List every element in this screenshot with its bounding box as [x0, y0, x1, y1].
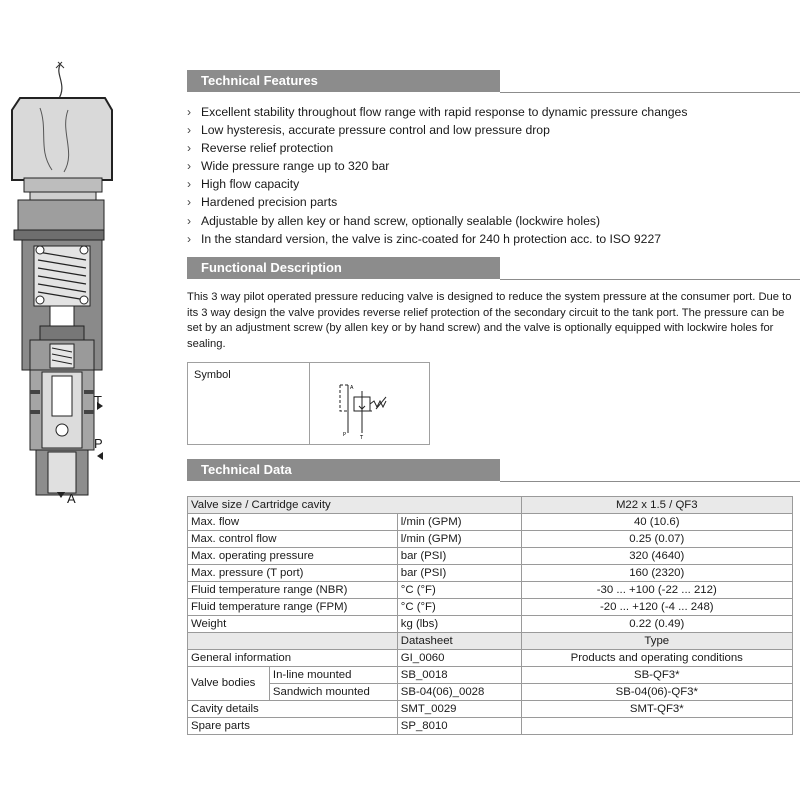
technical-features-header: Technical Features	[187, 70, 500, 92]
list-item: › High flow capacity	[187, 175, 792, 193]
table-cell: M22 x 1.5 / QF3	[521, 497, 792, 514]
table-cell: 160 (2320)	[521, 565, 792, 582]
table-cell: 0.22 (0.49)	[521, 616, 792, 633]
section-divider	[500, 279, 800, 280]
table-cell: Valve size / Cartridge cavity	[188, 497, 522, 514]
table-cell: Cavity details	[188, 701, 398, 718]
symbol-port-a-label: A	[350, 385, 354, 391]
table-cell: bar (PSI)	[397, 548, 521, 565]
table-cell: bar (PSI)	[397, 565, 521, 582]
table-cell: Valve bodies	[188, 667, 270, 701]
table-cell: Spare parts	[188, 718, 398, 735]
table-cell	[521, 718, 792, 735]
drawing-port-p-label: P	[94, 436, 103, 451]
table-cell: kg (lbs)	[397, 616, 521, 633]
drawing-port-t-label: T	[94, 393, 102, 408]
table-cell: In-line mounted	[269, 667, 397, 684]
bullet-chevron-icon: ›	[187, 195, 192, 210]
functional-description-text: This 3 way pilot operated pressure reducing valve is designed to reduce the system pressure at the consumer port. Due to its 3 way design the valve provides reverse relief protection of the secondary circuit to the tank port. The pressure can be set by an adjustment screw (by allen key or by hand screw) and the valve is optionally equipped with lockwire holes for sealing.	[187, 291, 792, 350]
table-cell: SB_0018	[397, 667, 521, 684]
symbol-box	[187, 362, 430, 445]
table-cell: Sandwich mounted	[269, 684, 397, 701]
list-item: › Reverse relief protection	[187, 139, 792, 157]
list-item: › Low hysteresis, accurate pressure control and low pressure drop	[187, 121, 792, 139]
table-cell: °C (°F)	[397, 582, 521, 599]
section-divider	[500, 481, 800, 482]
bullet-chevron-icon: ›	[187, 159, 192, 174]
technical-data-table	[187, 496, 793, 735]
table-cell: GI_0060	[397, 650, 521, 667]
bullet-chevron-icon: ›	[187, 231, 192, 246]
table-row	[188, 701, 793, 718]
table-cell: -30 ... +100 (-22 ... 212)	[521, 582, 792, 599]
table-row	[188, 650, 793, 667]
table-cell: SB-04(06)-QF3*	[521, 684, 792, 701]
hydraulic-symbol-icon	[310, 363, 430, 445]
bullet-chevron-icon: ›	[187, 123, 192, 138]
table-cell: Weight	[188, 616, 398, 633]
bullet-chevron-icon: ›	[187, 105, 192, 119]
table-row	[188, 599, 793, 616]
table-cell: General information	[188, 650, 398, 667]
table-row	[188, 616, 793, 633]
functional-description-header: Functional Description	[187, 257, 500, 279]
table-cell: Products and operating conditions	[521, 650, 792, 667]
table-cell: SP_8010	[397, 718, 521, 735]
table-cell: SMT-QF3*	[521, 701, 792, 718]
table-cell: -20 ... +120 (-4 ... 248)	[521, 599, 792, 616]
symbol-port-p-label: P	[343, 432, 347, 438]
symbol-port-t-label: T	[360, 435, 364, 441]
table-row	[188, 582, 793, 599]
table-row	[188, 548, 793, 565]
drawing-port-a-label: A	[67, 491, 76, 506]
table-cell: Fluid temperature range (FPM)	[188, 599, 398, 616]
table-cell: l/min (GPM)	[397, 531, 521, 548]
table-row	[188, 684, 793, 701]
table-cell: SB-QF3*	[521, 667, 792, 684]
table-cell	[188, 633, 398, 650]
table-row	[188, 718, 793, 735]
table-row	[188, 531, 793, 548]
table-row	[188, 497, 793, 514]
table-cell: Max. control flow	[188, 531, 398, 548]
table-cell: Type	[521, 633, 792, 650]
bullet-chevron-icon: ›	[187, 213, 192, 228]
symbol-label: Symbol	[194, 369, 231, 381]
list-item: › Adjustable by allen key or hand screw, optionally sealable (lockwire holes)	[187, 212, 792, 230]
table-cell: l/min (GPM)	[397, 514, 521, 531]
table-row	[188, 667, 793, 684]
valve-cross-section-drawing	[0, 60, 185, 510]
list-item: › Excellent stability throughout flow range with rapid response to dynamic pressure changes	[187, 103, 792, 121]
bullet-chevron-icon: ›	[187, 141, 192, 156]
table-cell: SB-04(06)_0028	[397, 684, 521, 701]
list-item: › Wide pressure range up to 320 bar	[187, 157, 792, 175]
table-cell: Datasheet	[397, 633, 521, 650]
table-cell: Max. pressure (T port)	[188, 565, 398, 582]
table-cell: Max. flow	[188, 514, 398, 531]
table-cell: SMT_0029	[397, 701, 521, 718]
table-row	[188, 633, 793, 650]
table-row	[188, 565, 793, 582]
list-item: › In the standard version, the valve is zinc-coated for 240 h protection acc. to ISO 9227	[187, 230, 792, 248]
table-cell: 40 (10.6)	[521, 514, 792, 531]
table-cell: °C (°F)	[397, 599, 521, 616]
table-cell: 320 (4640)	[521, 548, 792, 565]
table-row	[188, 514, 793, 531]
table-cell: 0.25 (0.07)	[521, 531, 792, 548]
list-item: › Hardened precision parts	[187, 193, 792, 211]
section-divider	[500, 92, 800, 93]
feature-list	[187, 103, 792, 248]
bullet-chevron-icon: ›	[187, 177, 192, 192]
table-cell: Max. operating pressure	[188, 548, 398, 565]
table-cell: Fluid temperature range (NBR)	[188, 582, 398, 599]
technical-data-header: Technical Data	[187, 459, 500, 481]
